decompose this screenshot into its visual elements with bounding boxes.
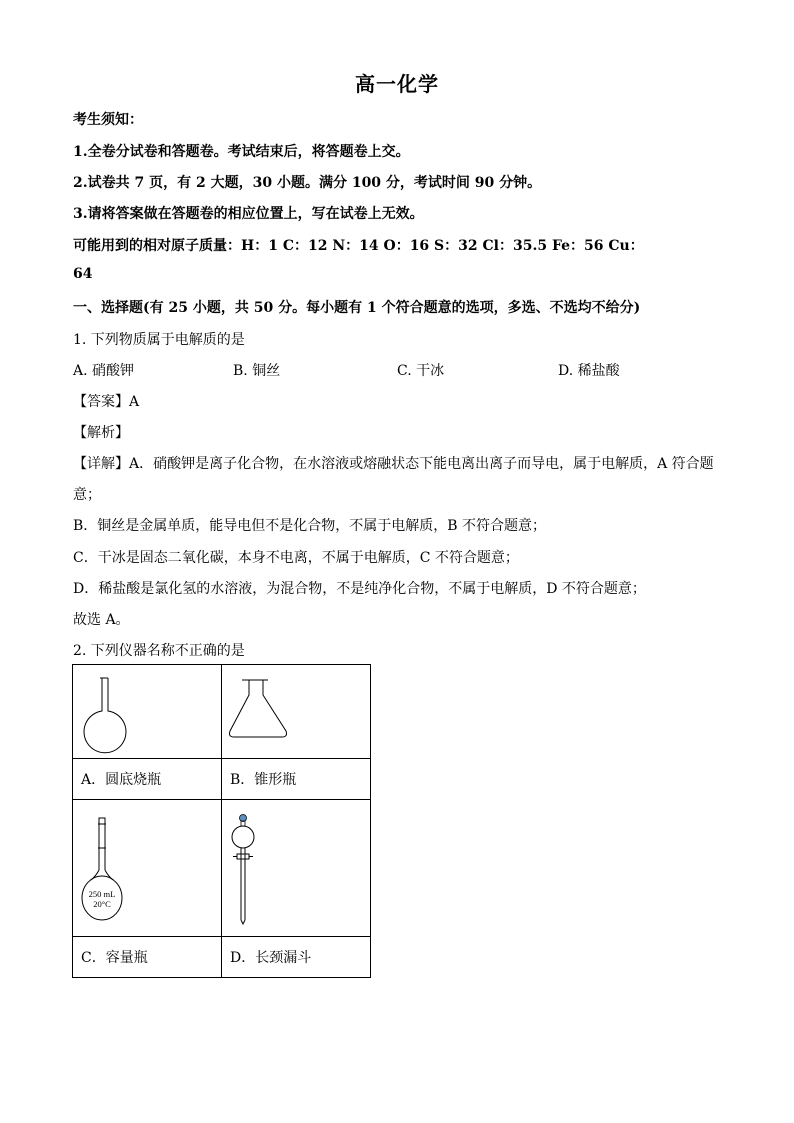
label-b: B．锥形瓶 [222, 759, 371, 800]
label-d: D．长颈漏斗 [222, 937, 371, 978]
q1-detail-b: B．铜丝是金属单质，能导电但不是化合物，不属于电解质，B 不符合题意； [73, 518, 547, 534]
label-a: A．圆底烧瓶 [73, 759, 222, 800]
flask-temp-marking: 20°C [93, 899, 111, 909]
q1-option-c: C. 干冰 [397, 363, 445, 379]
q1-detail-c: C．干冰是固态二氧化碳，本身不电离，不属于电解质，C 不符合题意； [73, 550, 519, 566]
cell-round-flask-image [73, 665, 222, 759]
page-title: 高一化学 [355, 72, 439, 96]
cell-separatory-funnel-image [222, 800, 371, 937]
notice-heading: 考生须知： [73, 112, 143, 128]
atomic-masses-line1: 可能用到的相对原子质量：H：1 C：12 N：14 O：16 S：32 Cl：35.5 Fe：56 Cu： [73, 238, 644, 254]
q1-answer: 【答案】A [73, 394, 140, 410]
q2-stem: 2. 下列仪器名称不正确的是 [73, 643, 245, 659]
section1-heading: 一、选择题(有 25 小题，共 50 分。每小题有 1 个符合题意的选项，多选、不选均不给分) [73, 300, 641, 316]
notice-item-1: 1.全卷分试卷和答题卷。考试结束后，将答题卷上交。 [73, 144, 410, 160]
cell-volumetric-flask-image [73, 800, 222, 937]
q1-option-d: D. 稀盐酸 [558, 363, 620, 379]
volumetric-flask-icon [73, 800, 221, 936]
notice-item-3: 3.请将答案做在答题卷的相应位置上，写在试卷上无效。 [73, 206, 424, 222]
notice-item-2: 2.试卷共 7 页，有 2 大题，30 小题。满分 100 分，考试时间 90 分钟。 [73, 175, 542, 191]
atomic-masses-line2: 64 [73, 266, 93, 282]
flask-volume-marking: 250 mL [88, 889, 116, 899]
q1-stem: 1. 下列物质属于电解质的是 [73, 332, 245, 348]
q1-analysis-label: 【解析】 [73, 425, 129, 441]
q1-detail-line2: 意； [73, 487, 101, 503]
q1-option-a: A. 硝酸钾 [73, 363, 135, 379]
instrument-table [72, 664, 371, 978]
q1-conclusion: 故选 A。 [73, 612, 130, 628]
label-c: C．容量瓶 [73, 937, 222, 978]
round-bottom-flask-icon [73, 665, 221, 758]
q1-detail-d: D．稀盐酸是氯化氢的水溶液，为混合物，不是纯净化合物，不属于电解质，D 不符合题意； [73, 581, 646, 597]
q1-detail-line1: 【详解】A．硝酸钾是离子化合物，在水溶液或熔融状态下能电离出离子而导电，属于电解质，A 符合题 [73, 456, 714, 472]
erlenmeyer-flask-icon [222, 665, 370, 758]
cell-erlenmeyer-flask-image [222, 665, 371, 759]
q1-option-b: B. 铜丝 [233, 363, 281, 379]
separatory-funnel-icon [222, 800, 370, 936]
